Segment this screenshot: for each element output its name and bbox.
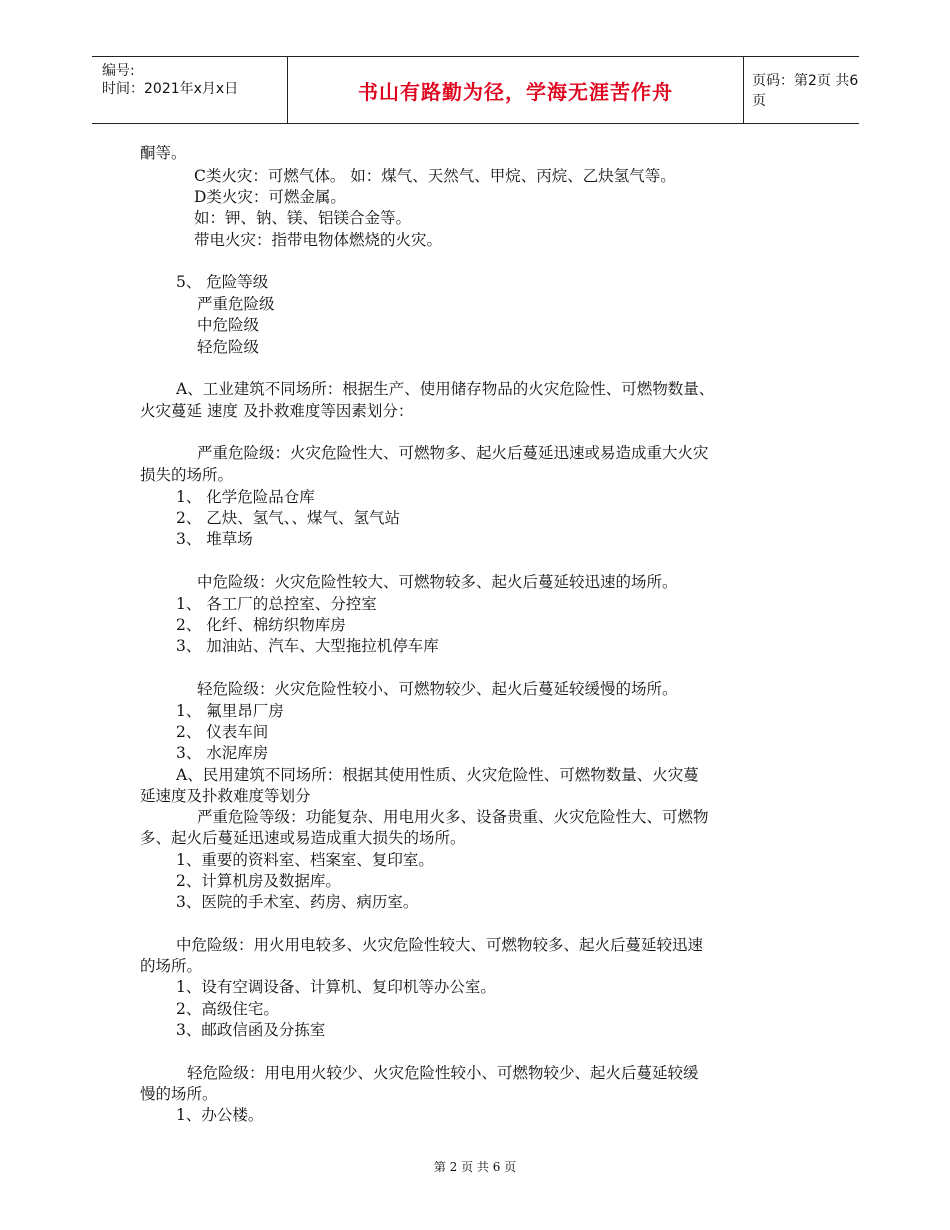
list-item: 3、 堆草场 xyxy=(176,530,253,548)
text-line: 严重危险级 xyxy=(197,295,275,313)
text-line: 轻危险级：用电用火较少、火灾危险性较小、可燃物较少、起火后蔓延较缓 xyxy=(187,1064,699,1082)
text-line: 带电火灾：指带电物体燃烧的火灾。 xyxy=(194,231,443,249)
page-info: 页码：第2页 共6页 xyxy=(752,73,859,109)
list-item: 2、计算机房及数据库。 xyxy=(176,872,341,890)
list-item: 1、 化学危险品仓库 xyxy=(176,488,315,506)
serial-number-label: 编号: xyxy=(102,63,135,79)
section-heading: 5、 危险等级 xyxy=(176,273,269,291)
list-item: 2、 乙炔、氢气、、煤气、氢气站 xyxy=(176,509,401,527)
text-line: 轻危险级：火灾危险性较小、可燃物较少、起火后蔓延较缓慢的场所。 xyxy=(197,680,678,698)
text-line: 如：钾、钠、镁、铝镁合金等。 xyxy=(194,209,412,227)
date-label: 时间：2021年x月x日 xyxy=(102,81,239,97)
list-item: 1、办公楼。 xyxy=(176,1106,264,1124)
list-item: 3、医院的手术室、药房、病历室。 xyxy=(176,893,419,911)
text-line: 的场所。 xyxy=(140,957,203,975)
text-line: 酮等。 xyxy=(140,144,187,162)
list-item: 2、 化纤、棉纺织物库房 xyxy=(176,616,346,634)
text-line: 火灾蔓延 速度 及扑救难度等因素划分： xyxy=(140,402,414,420)
text-line: 中危险级 xyxy=(197,316,260,334)
list-item: 2、高级住宅。 xyxy=(176,1000,279,1018)
page-footer: 第 2 页 共 6 页 xyxy=(433,1160,517,1174)
text-line: 延速度及扑救难度等划分 xyxy=(140,787,311,805)
text-line: C类火灾：可燃气体。 如：煤气、天然气、甲烷、丙烷、乙炔氢气等。 xyxy=(194,167,676,185)
text-line: D类火灾：可燃金属。 xyxy=(194,188,346,206)
list-item: 2、 仪表车间 xyxy=(176,723,269,741)
text-line: 严重危险级：火灾危险性大、可燃物多、起火后蔓延迅速或易造成重大火灾 xyxy=(197,444,709,462)
text-line: 多、起火后蔓延迅速或易造成重大损失的场所。 xyxy=(140,829,466,847)
list-item: 3、邮政信函及分拣室 xyxy=(176,1021,326,1039)
header-meta xyxy=(92,57,287,123)
motto-text: 书山有路勤为径，学海无涯苦作舟 xyxy=(358,79,673,104)
list-item: 1、重要的资料室、档案室、复印室。 xyxy=(176,851,434,869)
list-item: 1、设有空调设备、计算机、复印机等办公室。 xyxy=(176,978,496,996)
text-line: 严重危险等级：功能复杂、用电用火多、设备贵重、火灾危险性大、可燃物 xyxy=(197,808,709,826)
list-item: 3、 水泥库房 xyxy=(176,744,269,762)
text-line: 中危险级：火灾危险性较大、可燃物较多、起火后蔓延较迅速的场所。 xyxy=(197,573,678,591)
text-line: 轻危险级 xyxy=(197,338,260,356)
document-header xyxy=(92,56,859,124)
text-line: A、民用建筑不同场所：根据其使用性质、火灾危险性、可燃物数量、火灾蔓 xyxy=(176,766,699,784)
header-page-cell xyxy=(742,57,859,123)
header-motto-cell xyxy=(287,57,744,123)
text-line: 慢的场所。 xyxy=(140,1085,218,1103)
list-item: 1、 氟里昂厂房 xyxy=(176,702,284,720)
text-line: A、工业建筑不同场所：根据生产、使用储存物品的火灾危险性、可燃物数量、 xyxy=(176,380,715,398)
list-item: 3、 加油站、汽车、大型拖拉机停车库 xyxy=(176,637,439,655)
list-item: 1、 各工厂的总控室、分控室 xyxy=(176,595,377,613)
text-line: 损失的场所。 xyxy=(140,466,234,484)
text-line: 中危险级：用火用电较多、火灾危险性较大、可燃物较多、起火后蔓延较迅速 xyxy=(176,936,704,954)
